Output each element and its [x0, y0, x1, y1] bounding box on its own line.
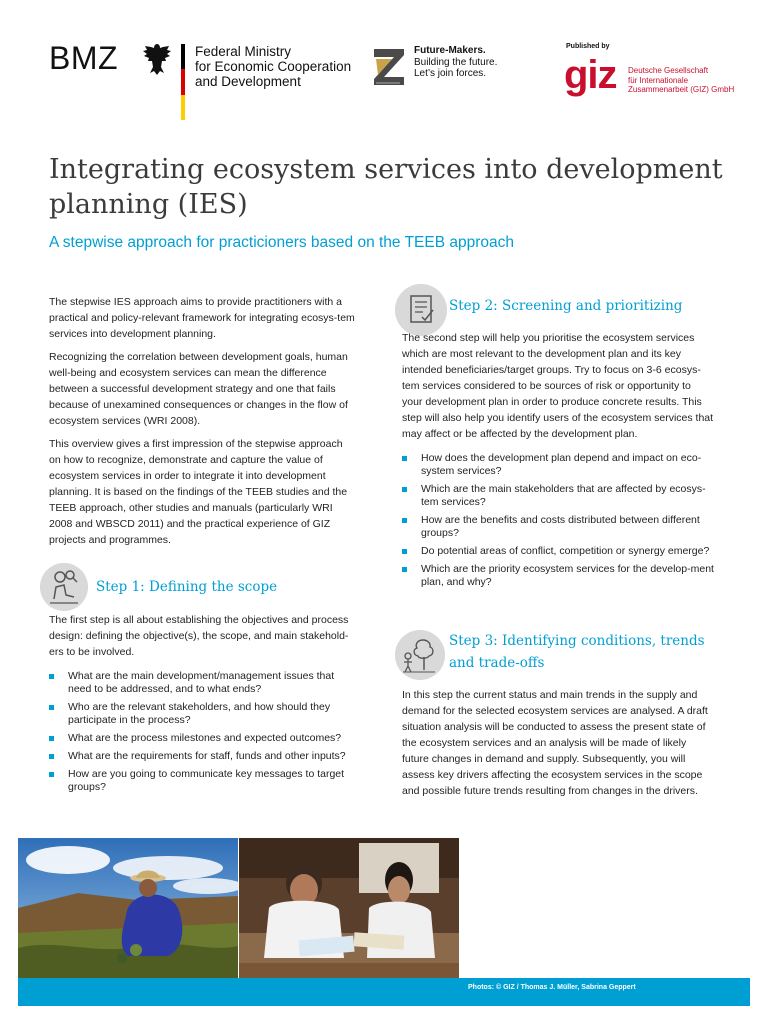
list-item: How are you going to communicate key messages to target groups? — [49, 768, 359, 794]
list-item: Which are the priority ecosystem services for the develop-ment plan, and why? — [402, 563, 714, 589]
footer-bar — [18, 978, 750, 1006]
list-item: What are the main development/management issues that need to be addressed, and to what ends? — [49, 670, 359, 696]
giz-logo-text: giz — [564, 53, 617, 97]
step3-text: In this step the current status and main trends in the supply and demand for the selected ecosystem services are analysed. A draft situation analysis will be conducted to assess the present state of the ecosystem services and an analysis will be made of likely future changes in demand and supply. Subsequently, you will assess key drivers affecting the ecosystem services in the scope and possible future trends resulting from changes in the drivers. — [402, 689, 708, 797]
intro-section — [49, 294, 357, 555]
ministry-name: Federal Ministry for Economic Cooperation and Development — [195, 44, 352, 89]
photo-workshop-image — [239, 838, 459, 978]
list-item: Which are the main stakeholders that are affected by ecosys-tem services? — [402, 483, 714, 509]
german-flag-stripe — [181, 44, 185, 120]
intro-paragraph: Recognizing the correlation between development goals, human well-being and ecosystem services can mean the difference between a successful development strategy and one that fails because of unexamined consequences or changes in the flow of ecosystem services (WRI 2008). — [49, 351, 348, 427]
step2-heading: Step 2: Screening and prioritizing — [449, 298, 683, 314]
step2-text: The second step will help you prioritise the ecosystem services which are most relevant to the development plan and its key intended beneficiaries/target groups. Try to focus on 3-6 ecosys-tem services considered to be sources of risk or opportunity to your development plan in order to produce concrete results. This step will also help you identify users of the ecosystem services that may affect or be affected by the development plan. — [402, 332, 714, 440]
tree-person-icon — [395, 630, 445, 680]
photo-field-worker — [18, 838, 238, 978]
step3-section — [402, 687, 714, 806]
intro-paragraph: The stepwise IES approach aims to provide practitioners with a practical and policy-relevant framework for integrating ecosys-tem services into development planning. — [49, 296, 355, 340]
future-makers-logo-icon — [370, 45, 410, 89]
list-item: Do potential areas of conflict, competition or synergy emerge? — [402, 545, 714, 558]
step2-bullet-list — [402, 452, 714, 589]
checklist-icon — [395, 284, 447, 336]
step3-heading: Step 3: Identifying conditions, trends and trade-offs — [449, 633, 705, 671]
step1-text: The first step is all about establishing the objectives and process design: defining the objective(s), the scope, and main stakehold-ers to be involved. — [49, 614, 349, 658]
list-item: Who are the relevant stakeholders, and how should they participate in the process? — [49, 701, 359, 727]
list-item: How are the benefits and costs distributed between different groups? — [402, 514, 714, 540]
step2-section — [402, 330, 714, 594]
photo-field-worker-image — [18, 838, 238, 978]
published-by-label: Published by — [566, 43, 610, 50]
photo-workshop — [239, 838, 459, 978]
page-title: Integrating ecosystem services into development planning (IES) — [49, 154, 723, 220]
list-item: How does the development plan depend and impact on eco-system services? — [402, 452, 714, 478]
giz-full-name: Deutsche Gesellschaft für Internationale Zusammenarbeit (GIZ) GmbH — [628, 66, 735, 94]
bmz-logo-text: BMZ — [49, 40, 119, 76]
future-makers-tagline: Future-Makers. Building the future. Let’s join forces. — [414, 45, 498, 79]
photo-credit: Photos: © GIZ / Thomas J. Müller, Sabrina Geppert — [468, 984, 636, 991]
list-item: What are the process milestones and expected outcomes? — [49, 732, 359, 745]
list-item: What are the requirements for staff, funds and other inputs? — [49, 750, 359, 763]
step1-heading: Step 1: Defining the scope — [96, 579, 278, 595]
scope-person-icon — [40, 563, 88, 611]
step1-bullet-list — [49, 670, 359, 794]
page-subtitle: A stepwise approach for practicioners based on the TEEB approach — [49, 234, 514, 251]
eagle-icon — [142, 42, 172, 76]
step1-section — [49, 612, 359, 799]
intro-paragraph: This overview gives a first impression of the stepwise approach on how to recognize, demonstrate and capture the value of ecosystem services in order to integrate it into development planning. It is based on the findings of the TEEB studies and the TEEB approach, other studies and manuals (particularly WRI 2008 and WBSCD 2011) and the practical experience of GIZ projects and programmes. — [49, 438, 348, 546]
